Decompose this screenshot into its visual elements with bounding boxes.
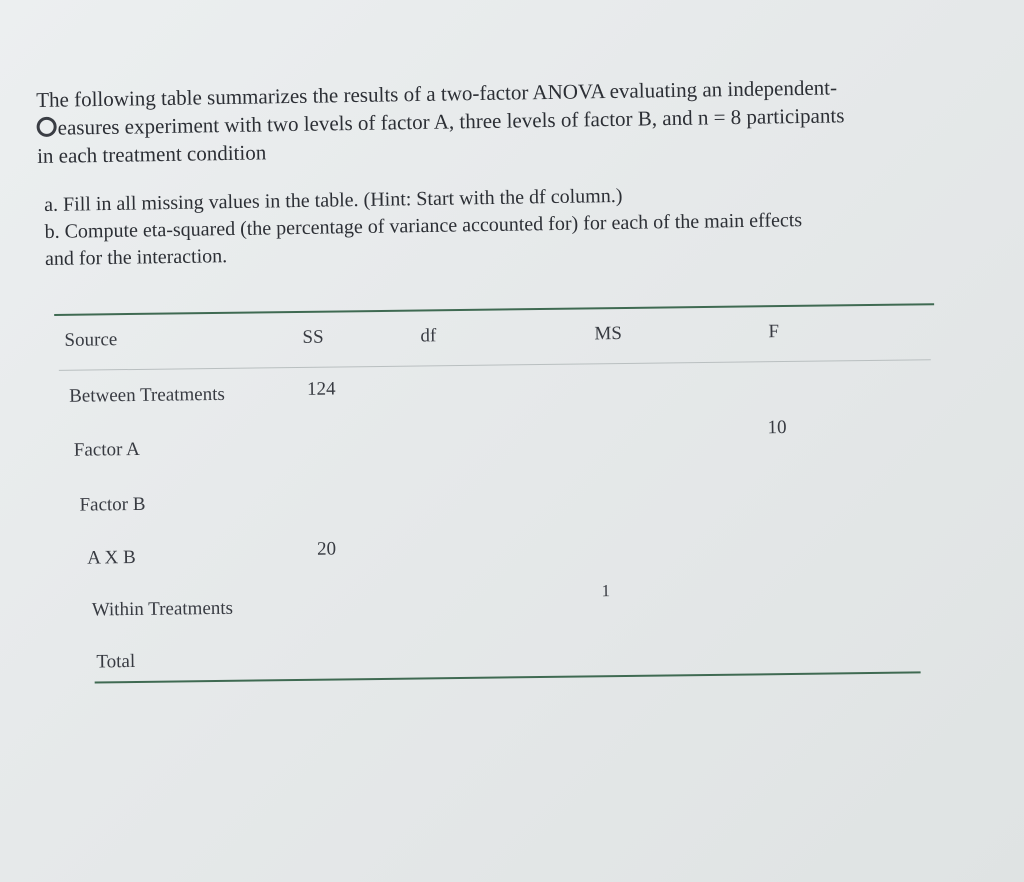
intro-line-1: The following table summarizes the results of a two-factor ANOVA evaluating an independent- bbox=[36, 75, 838, 112]
row-between-treatments-source: Between Treatments bbox=[69, 383, 225, 407]
row-between-treatments-ss: 124 bbox=[306, 378, 336, 400]
part-a: a. Fill in all missing values in the table. (Hint: Start with the df column.) bbox=[44, 184, 623, 216]
row-within-treatments-ms: 1 bbox=[601, 581, 611, 601]
header-ms: MS bbox=[594, 323, 623, 345]
header-source: Source bbox=[64, 329, 118, 351]
row-total-source: Total bbox=[96, 650, 136, 673]
part-b-line-1: b. Compute eta-squared (the percentage of variance accounted for) for each of the main effects bbox=[44, 209, 803, 243]
part-b-line-2: and for the interaction. bbox=[44, 245, 228, 270]
table-bottom-rule bbox=[95, 671, 921, 683]
anova-table bbox=[50, 289, 945, 700]
problem-intro bbox=[36, 72, 937, 170]
table-top-rule bbox=[54, 303, 934, 316]
circle-mark-icon bbox=[36, 117, 56, 137]
intro-line-2-text: easures experiment with two levels of factor A, three levels of factor B, and n = 8 participants bbox=[57, 103, 845, 140]
intro-line-3: in each treatment condition bbox=[36, 140, 267, 168]
header-df: df bbox=[420, 325, 437, 347]
row-axb-source: A X B bbox=[87, 546, 136, 569]
table-header-rule bbox=[59, 359, 931, 371]
row-factor-a-f: 10 bbox=[767, 417, 787, 439]
row-axb-ss: 20 bbox=[316, 538, 337, 560]
row-factor-b-source: Factor B bbox=[79, 493, 146, 516]
header-f: F bbox=[768, 321, 780, 343]
problem-parts bbox=[44, 178, 925, 273]
row-factor-a-source: Factor A bbox=[73, 438, 140, 461]
header-ss: SS bbox=[302, 326, 324, 348]
row-within-treatments-source: Within Treatments bbox=[91, 597, 234, 621]
